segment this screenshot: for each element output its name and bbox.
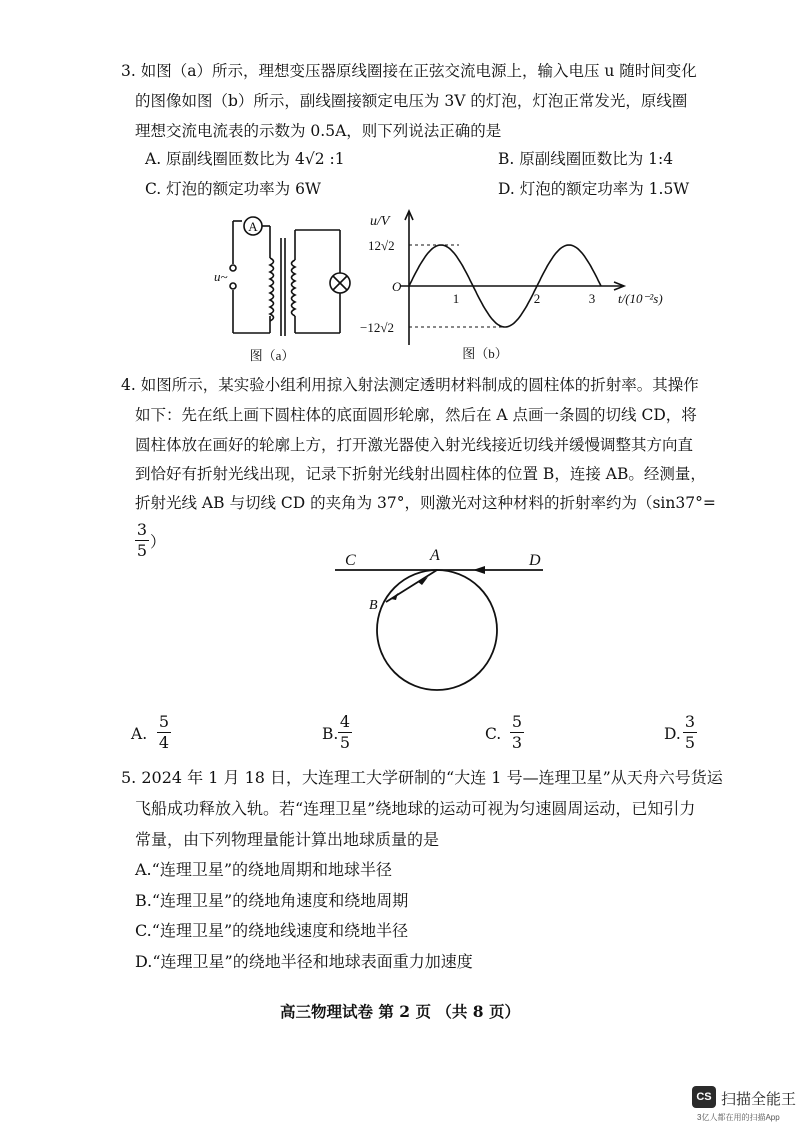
camscanner-tagline: 3亿人都在用的扫描App (697, 1113, 780, 1122)
y-pos-label: 12√2 (368, 238, 395, 253)
camscanner-logo-icon: CS (692, 1086, 716, 1108)
q4-option-a-letter: A. (131, 725, 148, 743)
ammeter-label: A (248, 219, 258, 234)
q4-stem-line5: 折射光线 AB 与切线 CD 的夹角为 37°，则激光对这种材料的折射率约为（sin37°= (135, 494, 716, 512)
q3-option-d: D. 灯泡的额定功率为 1.5W (498, 180, 690, 198)
q4-option-b-fraction: 4 5 (339, 712, 351, 752)
sin37-fraction: 3 5 (136, 520, 148, 560)
q3-stem-line2: 的图像如图（b）所示，副线圈接额定电压为 3V 的灯泡，灯泡正常发光，原线圈 (135, 92, 688, 110)
q4-option-c-letter: C. (485, 725, 502, 743)
camscanner-name: 扫描全能王 (721, 1091, 797, 1108)
q4-stem-line4: 到恰好有折射光线出现，记录下折射光线射出圆柱体的位置 B，连接 AB。经测量， (135, 465, 706, 483)
origin-label: O (392, 279, 402, 294)
q4-stem-line2: 如下：先在纸上画下圆柱体的底面圆形轮廓，然后在 A 点画一条圆的切线 CD，将 (135, 406, 697, 424)
q4-close-paren: ） (150, 533, 166, 551)
q5-option-c: C.“连理卫星”的绕地线速度和绕地半径 (135, 921, 409, 940)
point-b-label: B (369, 598, 378, 613)
q4-option-c-fraction: 5 3 (511, 712, 523, 752)
q3-option-c: C. 灯泡的额定功率为 6W (145, 180, 321, 198)
tick-2: 2 (533, 291, 541, 306)
source-label: u~ (214, 269, 228, 284)
fig-a-caption: 图（a） (249, 348, 295, 363)
y-neg-label: −12√2 (360, 320, 394, 335)
point-d-label: D (529, 552, 541, 569)
q5-option-a: A.“连理卫星”的绕地周期和地球半径 (135, 860, 393, 879)
q4-option-a-fraction: 5 4 (158, 712, 170, 752)
q3-option-b: B. 原副线圈匝数比为 1:4 (498, 150, 674, 168)
q3-figure-a (200, 208, 380, 368)
q3-stem-line1: 3. 如图（a）所示，理想变压器原线圈接在正弦交流电源上，输入电压 u 随时间变化 (121, 62, 697, 80)
fig-b-caption: 图（b） (462, 346, 508, 361)
q4-option-d-letter: D. (664, 725, 681, 743)
q3-stem-line3: 理想交流电流表的示数为 0.5A，则下列说法正确的是 (135, 122, 502, 140)
q4-option-d-fraction: 3 5 (684, 712, 696, 752)
point-a-label: A (430, 547, 440, 564)
q3-option-a: A. 原副线圈匝数比为 4√2 :1 (145, 150, 345, 168)
q4-figure (325, 540, 555, 710)
tick-3: 3 (588, 291, 596, 306)
q4-stem-line1: 4. 如图所示，某实验小组利用掠入射法测定透明材料制成的圆柱体的折射率。其操作 (121, 376, 699, 394)
page-footer: 高三物理试卷 第 2 页 （共 8 页） (280, 1002, 520, 1021)
q3-figure-b (360, 205, 700, 365)
q4-stem-line3: 圆柱体放在画好的轮廓上方，打开激光器使入射光线接近切线并缓慢调整其方向直 (135, 436, 694, 454)
tick-1: 1 (452, 291, 460, 306)
q4-option-b-letter: B. (322, 725, 339, 743)
x-axis-label: t/(10⁻²s) (618, 291, 663, 306)
q5-stem-line2: 飞船成功释放入轨。若“连理卫星”绕地球的运动可视为匀速圆周运动，已知引力 (135, 799, 696, 818)
q5-option-d: D.“连理卫星”的绕地半径和地球表面重力加速度 (135, 952, 473, 971)
q5-option-b: B.“连理卫星”的绕地角速度和绕地周期 (135, 891, 409, 910)
q5-stem-line1: 5. 2024 年 1 月 18 日，大连理工大学研制的“大连 1 号—连理卫星”从天舟六号货运 (121, 768, 723, 787)
point-c-label: C (345, 552, 356, 569)
y-axis-label: u/V (370, 214, 390, 229)
q5-stem-line3: 常量，由下列物理量能计算出地球质量的是 (135, 830, 440, 849)
